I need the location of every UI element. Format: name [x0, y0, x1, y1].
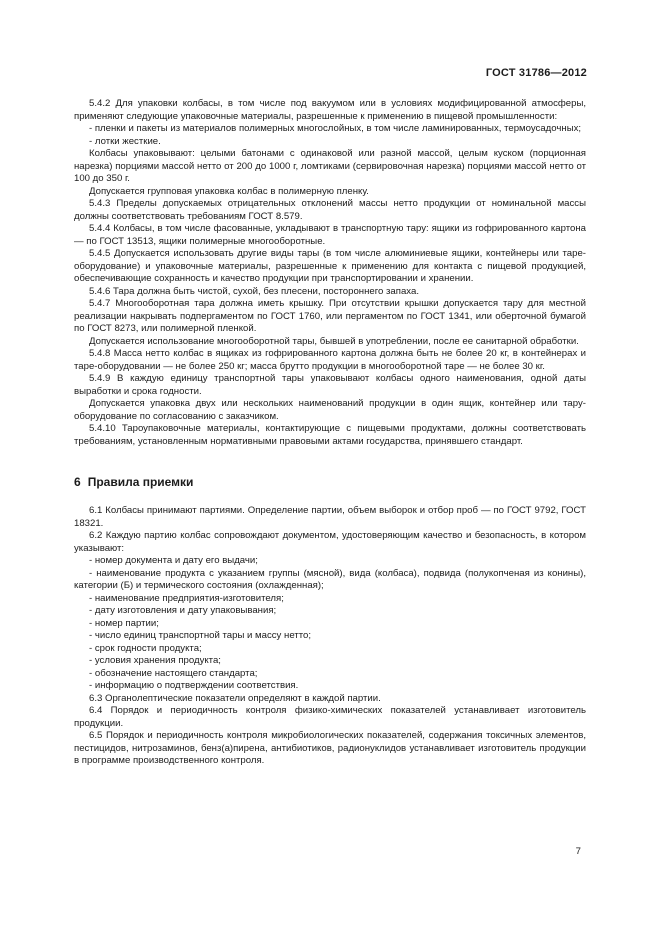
paragraph: - наименование предприятия-изготовителя;: [89, 592, 284, 604]
paragraph: 6.2 Каждую партию колбас сопровождают документом, удостоверяющим качество и безопасность, в котором указывают:: [74, 530, 586, 554]
paragraph: 6.3 Органолептические показатели определяют в каждой партии.: [89, 692, 381, 704]
paragraph: 6.1 Колбасы принимают партиями. Определение партии, объем выборок и отбор проб — по ГОСТ 9792, ГОСТ 18321.: [74, 505, 586, 529]
page-number: 7: [575, 846, 581, 857]
paragraph: 5.4.10 Тароупаковочные материалы, контактирующие с пищевыми продуктами, должны соответствовать требованиям, установленным нормативными правовыми актами государства, принявшего стандарт.: [74, 423, 586, 447]
paragraph: 5.4.2 Для упаковки колбасы, в том числе под вакуумом или в условиях модифицированной атмосферы, применяют следующие упаковочные материалы, разрешенные к применению в пищевой промышленности:: [74, 98, 586, 122]
paragraph: 6.5 Порядок и периодичность контроля микробиологических показателей, содержания токсичных элементов, пестицидов, нитрозаминов, бенз(а)пирена, антибиотиков, радионуклидов устанавливает изготовитель продукции в программе производственного контроля.: [74, 730, 586, 766]
paragraph: - обозначение настоящего стандарта;: [89, 667, 258, 679]
paragraph: 5.4.3 Пределы допускаемых отрицательных отклонений массы нетто продукции от номинальной массы должны соответствовать требованиям ГОСТ 8.579.: [74, 198, 586, 222]
paragraph: Допускается использование многооборотной тары, бывшей в употреблении, после ее санитарной обработки.: [89, 335, 579, 347]
paragraph: - число единиц транспортной тары и массу нетто;: [89, 630, 312, 641]
section-5-4-text: [74, 98, 586, 448]
paragraph: 5.4.4 Колбасы, в том числе фасованные, укладывают в транспортную тару: ящики из гофрированного картона — по ГОСТ 13513, ящики полимерные многооборотные.: [74, 223, 586, 247]
paragraph: 5.4.8 Масса нетто колбас в ящиках из гофрированного картона должна быть не более 20 кг, в контейнерах и таре-оборудовании — не более 250 кг; масса брутто продукции в многооборотной таре — не более 30 кг.: [74, 348, 586, 372]
paragraph: Допускается групповая упаковка колбас в полимерную пленку.: [89, 185, 369, 197]
paragraph: Колбасы упаковывают: целыми батонами с одинаковой или разной массой, целым куском (порционная нарезка) порциями массой нетто от 200 до 1000 г, ломтиками (сервировочная нарезка) порциями массой нетто от 100 до 350 г.: [74, 148, 586, 184]
paragraph: 5.4.7 Многооборотная тара должна иметь крышку. При отсутствии крышки допускается тару для местной реализации накрывать подпергаментом по ГОСТ 1760, или пергаментом по ГОСТ 1341, или оберточной бумагой по ГОСТ 8273, или полимерной пленкой.: [74, 298, 586, 334]
paragraph: - лотки жесткие.: [89, 135, 161, 147]
paragraph: - номер документа и дату его выдачи;: [89, 555, 258, 566]
section-6-heading: [74, 475, 586, 489]
paragraph: 6.4 Порядок и периодичность контроля физико-химических показателей устанавливает изготовитель продукции.: [74, 705, 586, 729]
paragraph: 5.4.6 Тара должна быть чистой, сухой, без плесени, постороннего запаха.: [89, 285, 419, 297]
paragraph: 5.4.5 Допускается использовать другие виды тары (в том числе алюминиевые ящики, контейнеры или таре-оборудование) и упаковочные материалы, разрешенные к применению для контакта с пищевой продукцией, обеспечивающие сохранность и качество продукции при транспортировании и хранении.: [74, 248, 586, 284]
paragraph: - номер партии;: [89, 617, 159, 629]
page-content: [74, 98, 586, 768]
section-number: 6: [74, 475, 81, 489]
paragraph: - срок годности продукта;: [89, 642, 202, 654]
paragraph: - дату изготовления и дату упаковывания;: [89, 605, 277, 616]
section-6-text: [74, 505, 586, 768]
paragraph: - пленки и пакеты из материалов полимерных многослойных, в том числе ламинированных, термоусадочных;: [89, 123, 582, 134]
section-title: Правила приемки: [87, 475, 194, 489]
paragraph: - наименование продукта с указанием группы (мясной), вида (колбаса), подвида (полукопченая из конины), категории (Б) и термического состояния (охлажденная);: [74, 567, 586, 591]
paragraph: - информацию о подтверждении соответствия.: [89, 680, 299, 691]
paragraph: Допускается упаковка двух или нескольких наименований продукции в один ящик, контейнер или тару-оборудование по согласованию с заказчиком.: [74, 398, 586, 422]
document-id-header: ГОСТ 31786—2012: [485, 67, 587, 79]
paragraph: 5.4.9 В каждую единицу транспортной тары упаковывают колбасы одного наименования, одной даты выработки и срока годности.: [74, 373, 586, 397]
paragraph: - условия хранения продукта;: [89, 655, 221, 666]
